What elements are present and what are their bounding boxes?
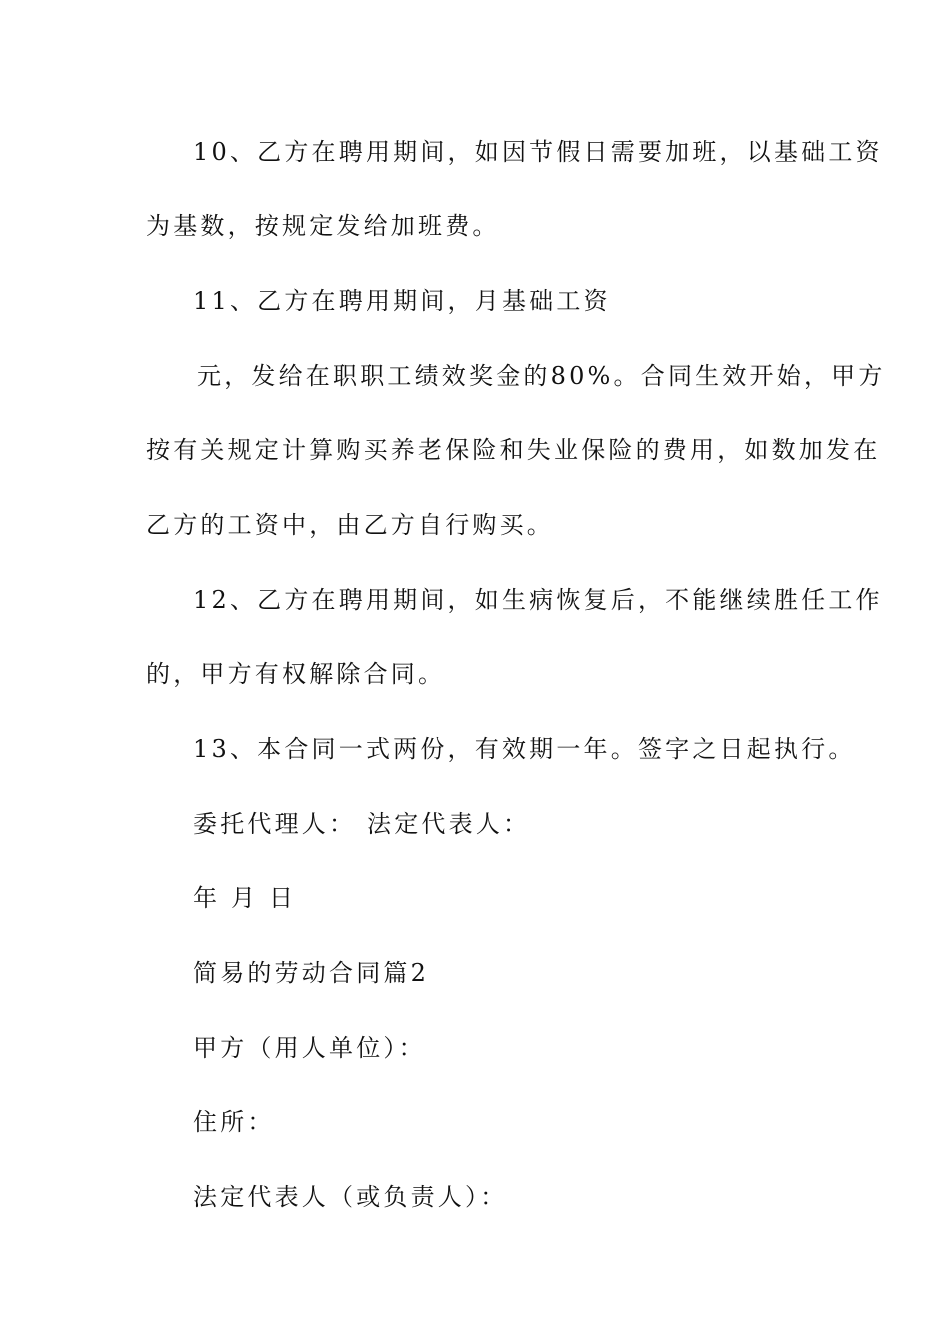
address-label: 住所： xyxy=(193,1108,275,1136)
clause-12-line-1: 12、乙方在聘用期间，如生病恢复后，不能继续胜任工作 xyxy=(193,586,883,614)
party-a-label: 甲方（用人单位）： xyxy=(193,1034,426,1062)
clause-13-line: 13、本合同一式两份，有效期一年。签字之日起执行。 xyxy=(193,735,856,763)
legal-representative-label: 法定代表人（或负责人）： xyxy=(193,1183,508,1211)
clause-10-line-1: 10、乙方在聘用期间，如因节假日需要加班，以基础工资 xyxy=(193,138,883,166)
clause-10-line-2: 为基数，按规定发给加班费。 xyxy=(146,212,500,240)
clause-11-line-4: 乙方的工资中，由乙方自行购买。 xyxy=(146,511,554,539)
signature-labels: 委托代理人： 法定代表人： xyxy=(193,810,531,838)
clause-12-line-2: 的，甲方有权解除合同。 xyxy=(146,660,446,688)
clause-11-line-2: 元，发给在职职工绩效奖金的80%。合同生效开始，甲方 xyxy=(197,362,886,390)
clause-11-line-1: 11、乙方在聘用期间，月基础工资 xyxy=(193,287,611,315)
date-line: 年 月 日 xyxy=(193,884,297,912)
clause-11-line-3: 按有关规定计算购买养老保险和失业保险的费用，如数加发在 xyxy=(146,436,881,464)
section-title: 简易的劳动合同篇2 xyxy=(193,959,430,987)
